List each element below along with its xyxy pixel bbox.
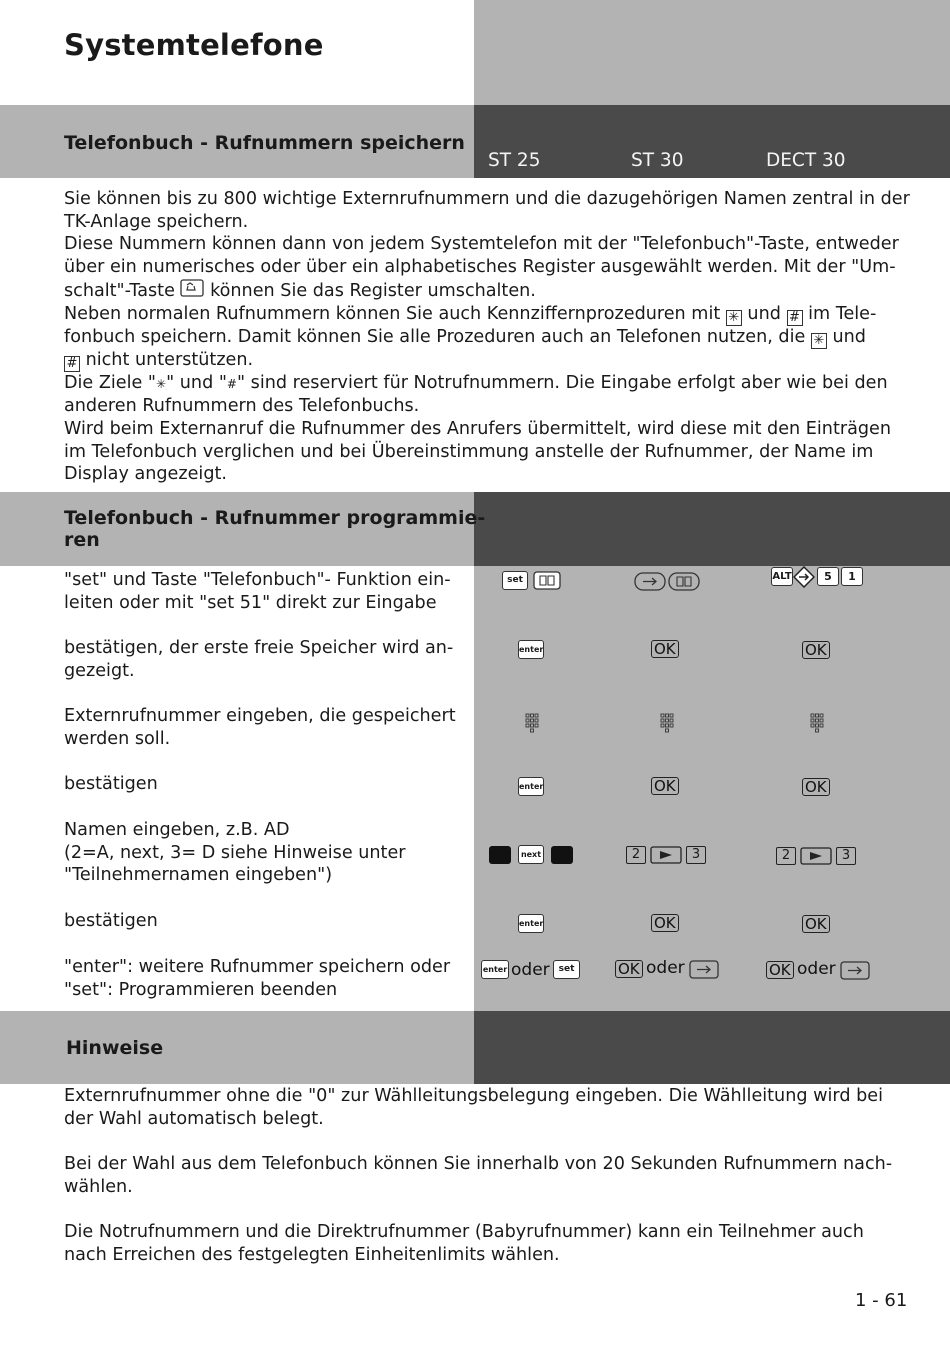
digit-2-key-icon: 2 (776, 847, 796, 865)
section3-heading: Hinweise (66, 1037, 164, 1059)
text-line (64, 372, 924, 396)
keypad-icon (525, 713, 539, 735)
text-span: nicht unterstützen. (85, 349, 254, 370)
oder-text: oder (646, 958, 685, 978)
text-line: Diese Nummern können dann von jedem Systemtelefon mit der "Telefonbuch"-Taste, entweder (64, 234, 899, 255)
step-1 (64, 569, 474, 614)
text-line: wählen. (64, 1176, 133, 1197)
star-key-icon: ✳ (726, 310, 742, 326)
text-line (64, 349, 924, 372)
enter-key-icon: enter (518, 914, 544, 933)
play-key-icon (650, 846, 682, 864)
step-2 (64, 637, 474, 682)
column-header-dect30: DECT 30 (766, 150, 846, 171)
step-3 (64, 705, 474, 750)
text-span: im Tele- (808, 303, 877, 324)
text-span: können Sie das Register umschalten. (210, 280, 536, 301)
text-line: über ein numerisches oder über ein alphabetisches Register ausgewählt werden. Mit der "Um- (64, 257, 896, 278)
page-number: 1 - 61 (855, 1290, 908, 1311)
section2-heading (64, 507, 485, 551)
play-key-icon (800, 847, 832, 865)
text-line (64, 279, 924, 303)
hash-key-icon: # (787, 310, 803, 326)
text-line: TK-Anlage speichern. (64, 211, 249, 232)
text-span: fonbuch speichern. Damit können Sie alle Prozeduren auch an Telefonen nutzen, die (64, 326, 806, 347)
step-line: werden soll. (64, 728, 171, 749)
oder-text: oder (511, 960, 550, 980)
text-span: " und " (166, 372, 227, 393)
step-line: bestätigen (64, 911, 158, 931)
arrow-key-icon (689, 960, 719, 979)
star-symbol-icon: ✳ (156, 376, 167, 391)
ok-key-icon: OK (651, 640, 679, 658)
step-line: leiten oder mit "set 51" direkt zur Eingabe (64, 592, 437, 613)
text-line: der Wahl automatisch belegt. (64, 1108, 324, 1129)
ok-key-icon: OK (615, 960, 643, 978)
enter-key-icon: enter (518, 640, 544, 659)
ok-key-icon: OK (802, 641, 830, 659)
text-line: Die Notrufnummern und die Direktrufnummer (Babyrufnummer) kann ein Teilnehmer auch (64, 1222, 864, 1243)
text-line (64, 303, 924, 326)
step-line: Namen eingeben, z.B. AD (64, 820, 290, 840)
step-line: "enter": weitere Rufnummer speichern oder (64, 957, 451, 977)
section3-band-dark (474, 1011, 950, 1084)
step-7 (64, 956, 474, 1001)
section3-notes (64, 1085, 924, 1267)
step-line: gezeigt. (64, 660, 135, 681)
text-line: Display angezeigt. (64, 464, 227, 485)
text-line: Sie können bis zu 800 wichtige Externrufnummern und die dazugehörigen Namen zentral in der (64, 189, 910, 209)
text-span: und (832, 326, 866, 347)
keypad-icon (660, 713, 674, 735)
text-span: Neben normalen Rufnummern können Sie auch Kennziffernprozeduren mit (64, 303, 721, 324)
hash-key-icon: # (64, 356, 80, 372)
digit-5-key-icon: 5 (817, 567, 839, 586)
text-line: Wird beim Externanruf die Rufnummer des Anrufers übermittelt, wird diese mit den Einträgen (64, 418, 892, 439)
set-key-icon: set (502, 571, 528, 590)
step-6 (64, 910, 474, 933)
ok-key-icon: OK (766, 961, 794, 979)
keypad-icon (810, 713, 824, 735)
set-key-icon: set (553, 960, 580, 979)
text-span: Die Ziele " (64, 372, 157, 393)
text-span: " sind reserviert für Notrufnummern. Die Eingabe erfolgt aber wie bei den (236, 372, 888, 393)
heading-line: ren (64, 529, 100, 551)
enter-key-icon: enter (518, 777, 544, 796)
ok-key-icon: OK (802, 915, 830, 933)
digit-2-key-icon: 2 (626, 846, 646, 864)
arrow-key-icon (634, 572, 666, 591)
digit-3-key-icon: 3 (686, 846, 706, 864)
next-key-icon: next (518, 845, 544, 864)
digit-3-key-icon: 3 (836, 847, 856, 865)
letter-key-icon (489, 846, 511, 864)
ok-key-icon: OK (651, 777, 679, 795)
arrow-key-icon (840, 961, 870, 980)
step-line: (2=A, next, 3= D siehe Hinweise unter (64, 842, 406, 863)
section1-band-dark (474, 105, 950, 178)
step-line: Externrufnummer eingeben, die gespeichert (64, 706, 456, 726)
key-column-panel (474, 566, 950, 1011)
digit-1-key-icon: 1 (841, 567, 863, 586)
header-gray-block (474, 0, 950, 105)
phonebook-toggle-icon (180, 279, 204, 297)
text-line: nach Erreichen des festgelegten Einheitenlimits wählen. (64, 1244, 560, 1265)
phonebook-key-icon (668, 572, 700, 591)
step-line: bestätigen, der erste freie Speicher wird an- (64, 638, 454, 658)
text-line (64, 326, 924, 349)
section1-body (64, 188, 924, 486)
step-line: "set": Programmieren beenden (64, 979, 338, 1000)
section2-band-dark (474, 492, 950, 566)
column-header-st25: ST 25 (488, 150, 541, 171)
heading-line: Telefonbuch - Rufnummer programmie- (64, 507, 486, 529)
alt-key-icon: ALT (771, 567, 793, 586)
text-span: schalt"-Taste (64, 280, 175, 301)
step-line: bestätigen (64, 774, 158, 794)
navigation-key-icon (793, 566, 815, 588)
oder-text: oder (797, 959, 836, 979)
star-key-icon: ✳ (811, 333, 827, 349)
step-line: "set" und Taste "Telefonbuch"- Funktion ein- (64, 570, 451, 590)
phonebook-key-icon (533, 571, 561, 590)
text-line: im Telefonbuch verglichen und bei Übereinstimmung anstelle der Rufnummer, der Name im (64, 441, 874, 462)
text-line: Externrufnummer ohne die "0" zur Wählleitungsbelegung eingeben. Die Wählleitung wird bei (64, 1086, 883, 1106)
ok-key-icon: OK (651, 914, 679, 932)
text-span: und (747, 303, 781, 324)
column-header-st30: ST 30 (631, 150, 684, 171)
section1-heading: Telefonbuch - Rufnummern speichern (64, 132, 465, 154)
text-line: anderen Rufnummern des Telefonbuchs. (64, 396, 420, 417)
hash-symbol-icon: # (226, 376, 237, 391)
text-line: Bei der Wahl aus dem Telefonbuch können Sie innerhalb von 20 Sekunden Rufnummern nach- (64, 1154, 893, 1175)
letter-key-icon (551, 846, 573, 864)
step-5 (64, 819, 474, 887)
step-4 (64, 773, 474, 796)
enter-key-icon: enter (481, 960, 509, 979)
ok-key-icon: OK (802, 778, 830, 796)
step-line: "Teilnehmernamen eingeben") (64, 865, 333, 886)
page-title: Systemtelefone (64, 28, 324, 62)
